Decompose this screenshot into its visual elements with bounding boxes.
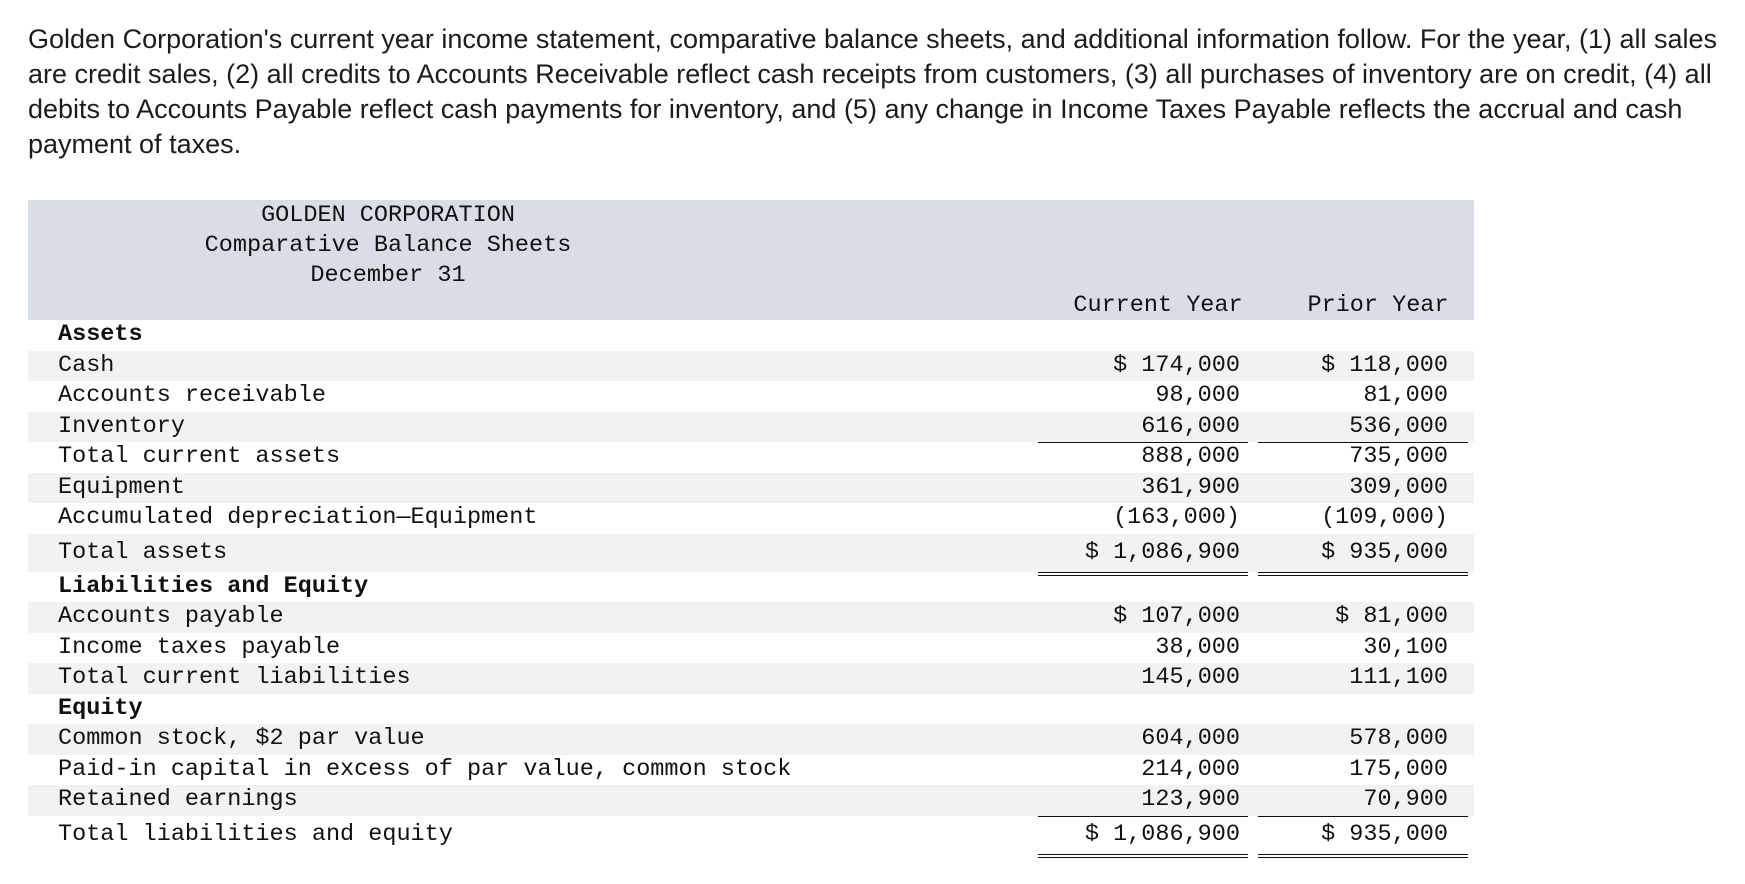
row-label: Total assets [58,538,228,566]
table-row-inventory [28,412,1474,443]
table-header [28,200,1474,320]
prior-value: (109,000) [1258,503,1468,535]
current-value: $ 174,000 [1113,351,1240,379]
table-row-total-current-liabilities [28,663,1474,694]
problem-intro: Golden Corporation's current year income statement, comparative balance sheets, and additional information follow. For the year, (1) all sales are credit sales, (2) all credits to Accounts Receivable reflect cash receipts from customers, (3) all purchases of inventory are on credit, (4) all debits to Accounts Payable reflect cash payments for inventory, and (5) any change in Income Taxes Payable reflects the accrual and cash payment of taxes. [28,24,1718,159]
current-value: (163,000) [1038,503,1248,535]
table-row-paid-in-capital [28,755,1474,786]
assets-heading-row [28,320,1474,351]
row-label: Equipment [58,473,185,501]
prior-value: 735,000 [1349,443,1448,470]
row-label: Retained earnings [58,786,298,813]
current-value: $ 1,086,900 [1038,534,1248,576]
prior-value: 70,900 [1258,785,1468,817]
current-value: 123,900 [1038,785,1248,817]
prior-value: 175,000 [1349,755,1448,783]
current-value: $ 107,000 [1113,603,1240,630]
table-row-total-current-assets [28,442,1474,473]
row-label: Paid-in capital in excess of par value, common stock [58,755,792,783]
statement-date: December 31 [310,262,466,289]
column-header-prior-year: Prior Year [1307,292,1449,319]
table-row-accounts-payable [28,602,1474,633]
prior-value: 30,100 [1258,633,1468,665]
liabilities-heading-row [28,572,1474,603]
row-label: Common stock, $2 par value [58,725,425,752]
prior-value: 309,000 [1349,473,1448,501]
prior-value: 578,000 [1349,725,1448,752]
row-label: Accumulated depreciation—Equipment [58,504,538,531]
table-row-common-stock [28,724,1474,755]
row-label: Cash [58,351,115,379]
prior-value: 111,100 [1349,664,1448,691]
prior-value: 81,000 [1363,382,1448,409]
assets-heading: Assets [58,321,143,348]
current-value: 214,000 [1141,755,1240,783]
statement-title: Comparative Balance Sheets [204,232,572,259]
row-label: Total current assets [58,443,341,470]
row-label: Accounts payable [58,603,284,630]
table-row-equipment [28,473,1474,504]
current-value: 98,000 [1155,382,1240,409]
current-value: 888,000 [1141,443,1240,470]
current-value: 38,000 [1038,633,1248,665]
prior-value: 536,000 [1258,412,1468,444]
current-value: $ 1,086,900 [1038,816,1248,858]
column-header-current-year: Current Year [1073,292,1243,319]
current-value: 616,000 [1038,412,1248,444]
row-label: Total liabilities and equity [58,820,453,848]
equity-heading-row [28,694,1474,725]
equity-heading: Equity [58,694,143,722]
row-label: Total current liabilities [58,664,411,691]
current-value: 604,000 [1141,725,1240,752]
table-row-total-liabilities-equity [28,816,1474,854]
table-row-cash [28,351,1474,382]
table-row-income-taxes-payable [28,633,1474,664]
table-row-retained-earnings [28,785,1474,816]
row-label: Accounts receivable [58,382,326,409]
row-label: Inventory [58,412,185,440]
liabilities-equity-heading: Liabilities and Equity [58,572,369,600]
current-value: 145,000 [1141,664,1240,691]
current-value: 361,900 [1141,473,1240,501]
table-row-accumulated-depreciation [28,503,1474,534]
row-label: Income taxes payable [58,633,341,661]
balance-sheet-table [28,200,1474,854]
table-row-accounts-receivable [28,381,1474,412]
prior-value: $ 118,000 [1321,351,1448,379]
prior-value: $ 935,000 [1258,816,1468,858]
company-name: GOLDEN CORPORATION [261,202,515,229]
table-row-total-assets [28,534,1474,572]
prior-value: $ 935,000 [1258,534,1468,576]
prior-value: $ 81,000 [1335,603,1448,630]
